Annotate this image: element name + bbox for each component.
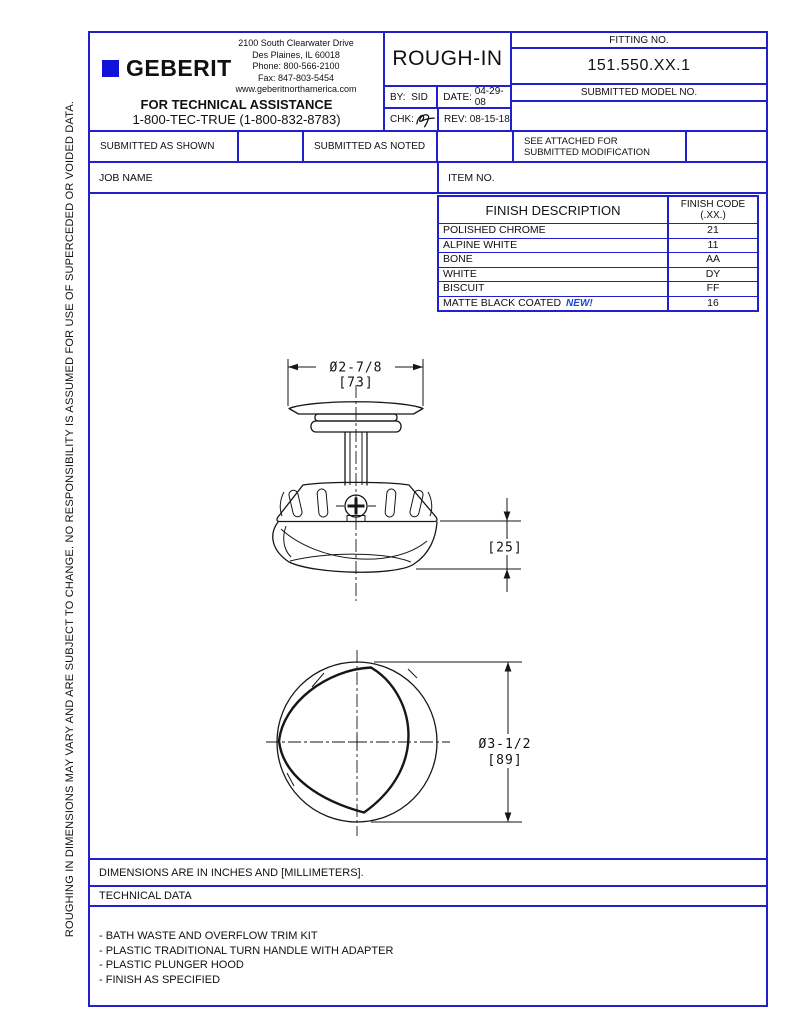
technical-drawing (90, 194, 766, 860)
submittal-row (90, 130, 766, 161)
drawing-area (90, 192, 766, 858)
dimension-label-knob-diameter-mm: [89] (487, 753, 523, 768)
address-line: Phone: 800-566-2100 (252, 61, 340, 71)
technical-assistance-title: FOR TECHNICAL ASSISTANCE (140, 97, 333, 112)
technical-data-content (90, 905, 766, 1005)
technical-data-item: - BATH WASTE AND OVERFLOW TRIM KIT (99, 930, 318, 942)
item-no-label: ITEM NO. (437, 163, 766, 192)
units-note: DIMENSIONS ARE IN INCHES AND [MILLIMETERS]. (90, 858, 766, 885)
finish-code: 11 (667, 239, 757, 253)
chk-signature (414, 111, 437, 129)
by-label: BY: (390, 91, 406, 103)
rev-label: REV: (444, 114, 467, 125)
side-disclaimer-text: ROUGHING IN DIMENSIONS MAY VARY AND ARE SUBJECT TO CHANGE. NO RESPONSIBILITY IS ASSUMED FOR USE OF SUPERCEDED OR VOIDED DATA. (64, 100, 76, 938)
dimension-label-knob-diameter: Ø3-1/2 (478, 737, 532, 752)
technical-data-item: - PLASTIC PLUNGER HOOD (99, 959, 244, 971)
technical-drawing-bottom-view (266, 650, 537, 836)
title-block (90, 33, 766, 130)
finish-code: FF (667, 282, 757, 296)
geberit-logo-mark-icon (102, 60, 119, 77)
technical-data-header: TECHNICAL DATA (90, 885, 766, 905)
dimension-label-knob-height-mm: [25] (487, 540, 523, 556)
see-attached-line1: SEE ATTACHED FOR (524, 135, 618, 147)
submitted-as-shown-box (237, 132, 302, 161)
dimension-label-cap-diameter-mm: [73] (338, 375, 374, 391)
submitted-as-noted-label: SUBMITTED AS NOTED (302, 132, 436, 161)
date-value: 04-29-08 (474, 86, 504, 108)
address-line: Des Plaines, IL 60018 (252, 49, 340, 60)
company-address (212, 38, 380, 96)
date-cell (436, 87, 510, 107)
roughin-block (383, 33, 510, 130)
technical-assistance (90, 97, 383, 127)
company-block (90, 33, 383, 130)
finish-description: BONE (443, 253, 473, 265)
job-row (90, 161, 766, 192)
geberit-logo-text: GEBERIT (126, 55, 232, 81)
new-badge: NEW! (566, 297, 593, 309)
finish-code-header-line1: FINISH CODE (680, 199, 746, 210)
fitting-no-value: 151.550.XX.1 (512, 49, 766, 85)
chk-cell (385, 109, 437, 130)
phillips-screw (336, 495, 376, 521)
finish-description: WHITE (443, 267, 477, 280)
technical-data-item: - PLASTIC TRADITIONAL TURN HANDLE WITH ADAPTER (99, 944, 394, 957)
submitted-model-value-empty (512, 102, 766, 130)
finish-description-header: FINISH DESCRIPTION (485, 202, 621, 218)
doc-type-title: ROUGH-IN (392, 47, 503, 70)
technical-drawing-side-view (273, 359, 525, 601)
submitted-model-label: SUBMITTED MODEL NO. (512, 85, 766, 102)
job-name-label: JOB NAME (99, 171, 153, 184)
fitting-no-label: FITTING NO. (512, 33, 766, 49)
company-website: www.geberitnorthamerica.com (235, 84, 357, 94)
see-attached-line2: SUBMITTED MODIFICATION (524, 146, 650, 158)
technical-data-item: - FINISH AS SPECIFIED (99, 973, 221, 986)
finish-code: DY (667, 268, 757, 282)
address-line: Fax: 847-803-5454 (257, 72, 335, 83)
technical-assistance-phone: 1-800-TEC-TRUE (1-800-832-8783) (132, 112, 341, 127)
date-label: DATE: (443, 91, 472, 103)
finish-code-header-line2: (.XX.) (700, 210, 726, 221)
fitting-block (510, 33, 766, 130)
chk-label: CHK: (390, 114, 414, 125)
submitted-as-shown-label: SUBMITTED AS SHOWN (100, 141, 215, 152)
finish-code: 21 (667, 224, 757, 238)
rev-value: 08-15-18 (469, 114, 510, 125)
see-attached-label (512, 132, 685, 161)
finish-description: POLISHED CHROME (443, 224, 546, 236)
finish-code: AA (667, 253, 757, 267)
submitted-as-noted-box (436, 132, 512, 161)
by-value: SID (411, 91, 428, 103)
dimension-label-cap-diameter: Ø2-7/8 (329, 360, 383, 376)
finish-description: ALPINE WHITE (443, 238, 518, 251)
address-line: 2100 South Clearwater Drive (238, 38, 354, 48)
chk-rev-row (385, 107, 510, 130)
by-date-row (385, 85, 510, 107)
rev-cell (437, 109, 510, 130)
see-attached-box (685, 132, 766, 161)
document-frame (88, 31, 768, 1007)
finish-code: 16 (667, 297, 757, 311)
finish-description-text: MATTE BLACK COATED (443, 296, 562, 309)
by-cell (385, 87, 436, 107)
finish-description: BISCUIT (443, 282, 485, 294)
